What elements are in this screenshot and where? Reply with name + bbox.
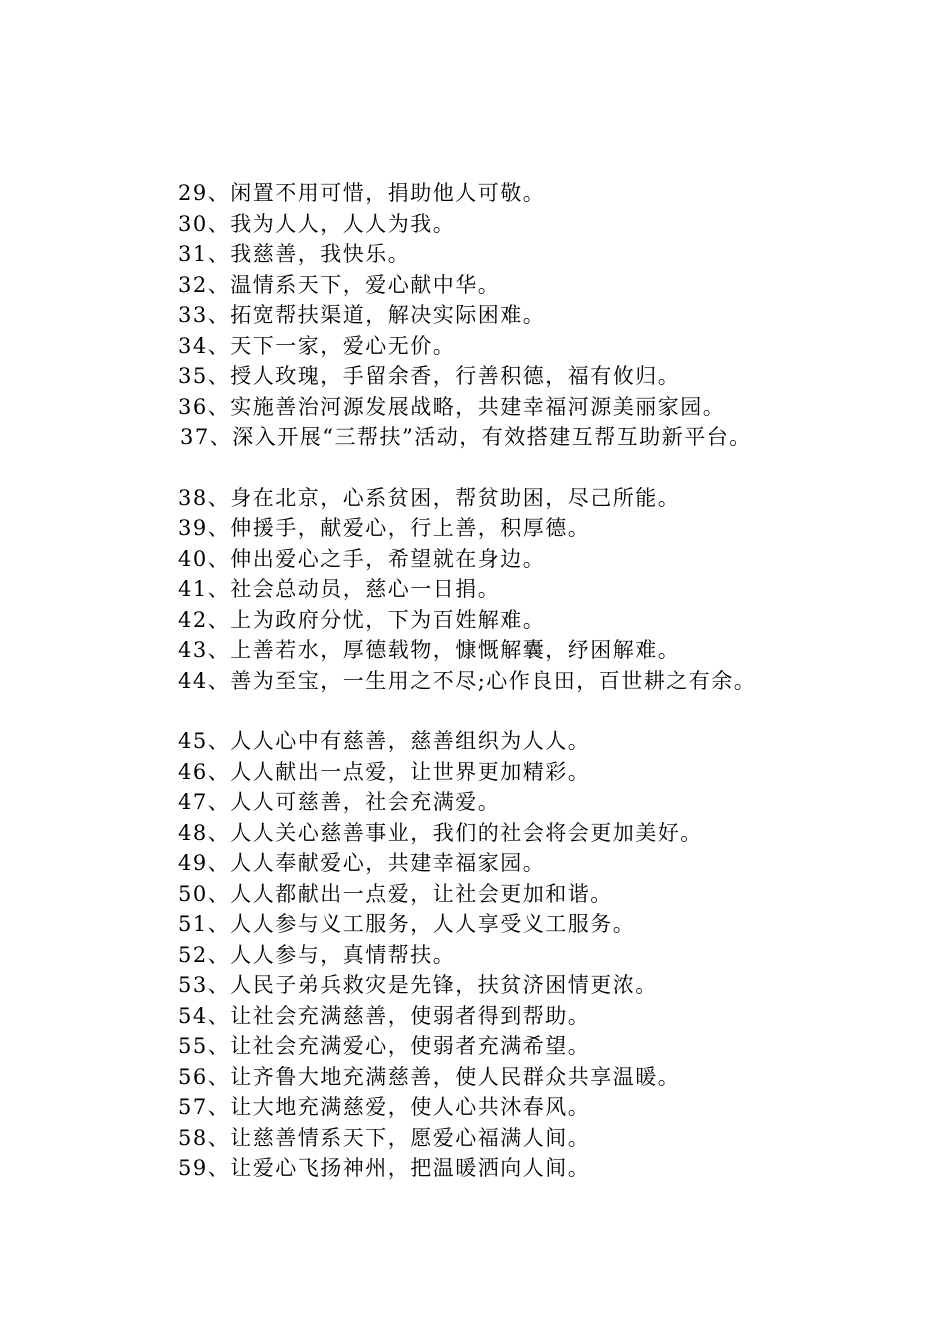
slogan-group-3: [178, 726, 918, 1184]
slogan-line-30: 30、我为人人，人人为我。: [178, 211, 456, 236]
slogan-line-34: 34、天下一家，爱心无价。: [178, 333, 456, 358]
slogan-line-47: 47、人人可慈善，社会充满爱。: [178, 790, 501, 814]
slogan-line-48: 48、人人关心慈善事业，我们的社会将会更加美好。: [178, 820, 703, 845]
slogan-list: [178, 178, 918, 1184]
slogan-line-53: 53、人民子弟兵救灾是先锋，扶贫济困情更浓。: [178, 973, 658, 997]
slogan-line-54: 54、让社会充满慈善，使弱者得到帮助。: [178, 1003, 591, 1028]
slogan-line-55: 55、让社会充满爱心，使弱者充满希望。: [178, 1034, 591, 1058]
slogan-line-39: 39、伸援手，献爱心，行上善，积厚德。: [178, 516, 591, 540]
slogan-line-58: 58、让慈善情系天下，愿爱心福满人间。: [178, 1125, 591, 1150]
slogan-line-41: 41、社会总动员，慈心一日捐。: [178, 577, 501, 601]
slogan-line-38: 38、身在北京，心系贫困，帮贫助困，尽己所能。: [178, 485, 681, 510]
slogan-line-51: 51、人人参与义工服务，人人享受义工服务。: [178, 912, 636, 936]
slogan-line-35: 35、授人玫瑰，手留余香，行善积德，福有攸归。: [178, 364, 681, 388]
slogan-line-40: 40、伸出爱心之手，希望就在身边。: [178, 546, 546, 571]
slogan-line-56: 56、让齐鲁大地充满慈善，使人民群众共享温暖。: [178, 1064, 681, 1089]
slogan-line-50: 50、人人都献出一点爱，让社会更加和谐。: [178, 881, 613, 906]
slogan-line-49: 49、人人奉献爱心，共建幸福家园。: [178, 851, 546, 875]
slogan-line-57: 57、让大地充满慈爱，使人心共沐春风。: [178, 1095, 591, 1119]
slogan-line-43: 43、上善若水，厚德载物，慷慨解囊，纾困解难。: [178, 638, 681, 662]
slogan-line-42: 42、上为政府分忧，下为百姓解难。: [178, 607, 546, 632]
slogan-line-46: 46、人人献出一点爱，让世界更加精彩。: [178, 759, 591, 784]
slogan-line-52: 52、人人参与，真情帮扶。: [178, 942, 456, 967]
slogan-group-1: [178, 178, 918, 453]
slogan-group-2: [178, 483, 918, 697]
slogan-line-36: 36、实施善治河源发展战略，共建幸福河源美丽家园。: [178, 394, 726, 419]
slogan-line-33: 33、拓宽帮扶渠道，解决实际困难。: [178, 303, 546, 327]
slogan-line-32: 32、温情系天下，爱心献中华。: [178, 272, 501, 297]
slogan-line-44: 44、善为至宝，一生用之不尽;心作良田，百世耕之有余。: [178, 668, 757, 693]
slogan-line-45: 45、人人心中有慈善，慈善组织为人人。: [178, 729, 591, 753]
slogan-line-29: 29、闲置不用可惜，捐助他人可敬。: [178, 181, 546, 205]
slogan-line-59: 59、让爱心飞扬神州，把温暖洒向人间。: [178, 1156, 591, 1180]
slogan-line-31: 31、我慈善，我快乐。: [178, 242, 411, 266]
slogan-line-37: 37、深入开展“三帮扶”活动，有效搭建互帮互助新平台。: [180, 425, 752, 449]
